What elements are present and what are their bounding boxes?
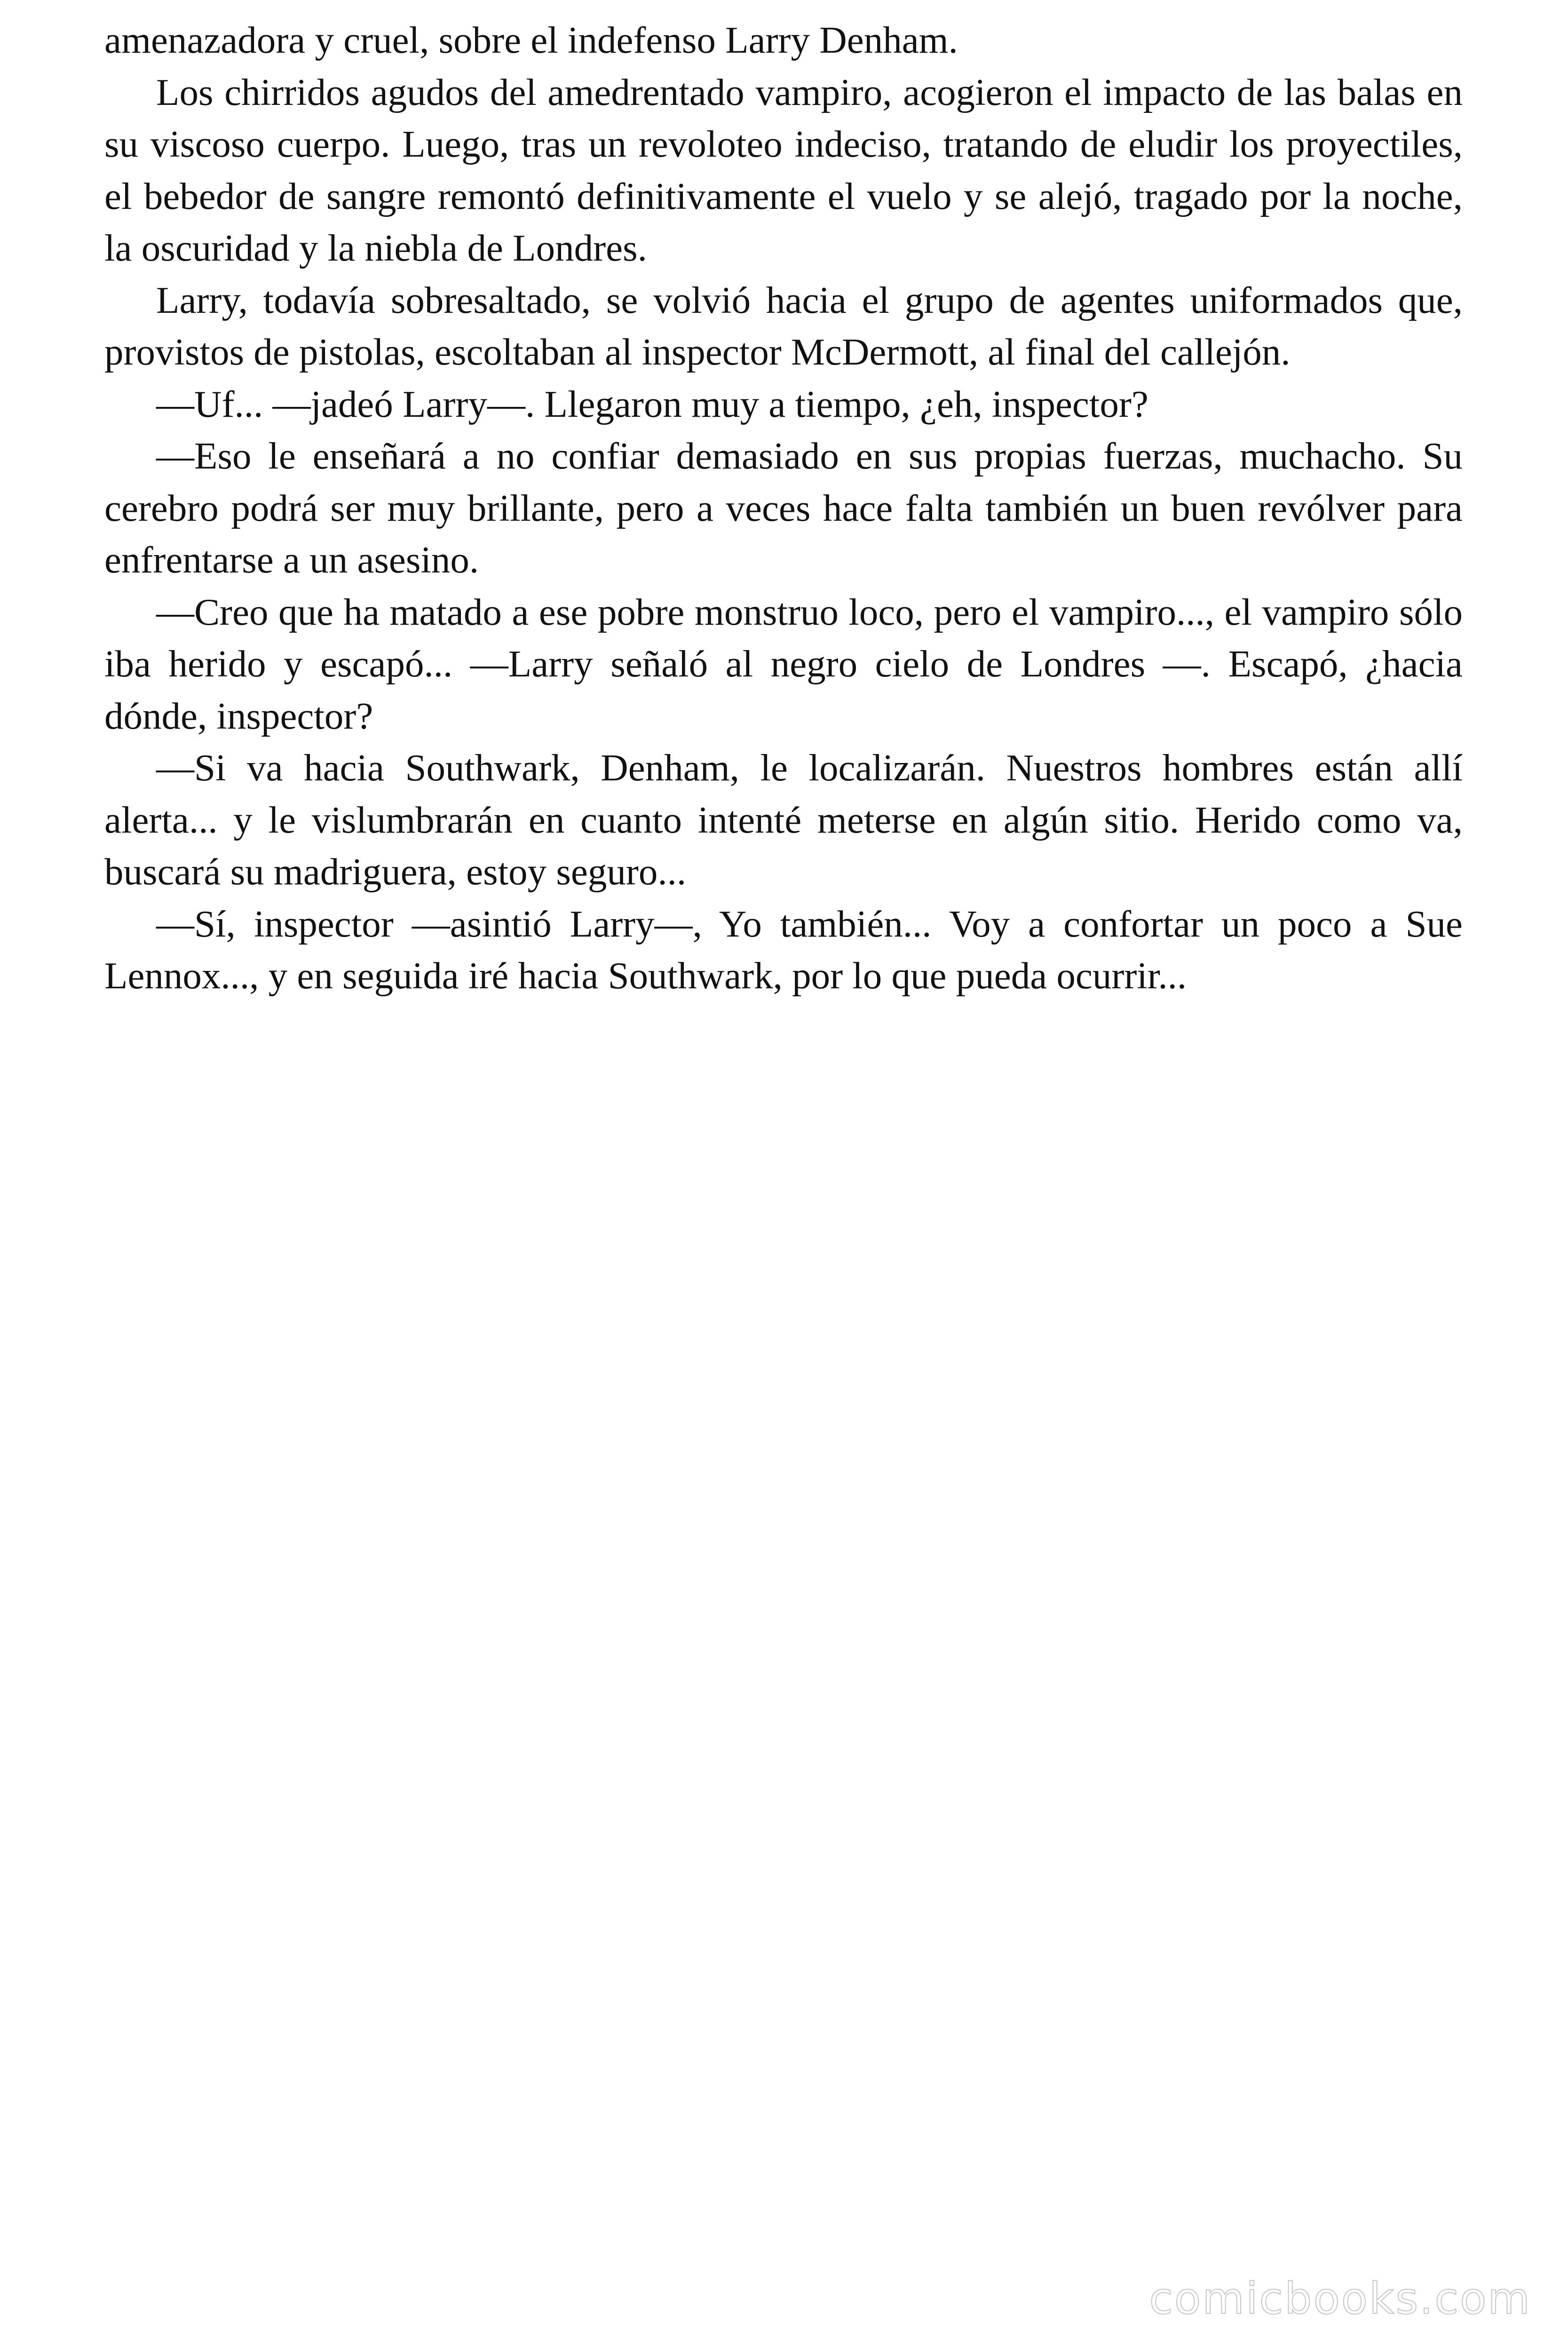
dialogue-paragraph: —Sí, inspector —asintió Larry—, Yo también... Voy a confortar un poco a Sue Lennox..., y en seguida iré hacia Southwark, por lo que pueda ocurrir... (104, 902, 1463, 997)
dialogue-paragraph: —Eso le enseñará a no confiar demasiado en sus propias fuerzas, muchacho. Su cerebro podrá ser muy brillante, pero a veces hace falta también un buen revólver para enfrentarse a un asesino. (104, 435, 1463, 581)
paragraph: Los chirridos agudos del amedrentado vampiro, acogieron el impacto de las balas en su viscoso cuerpo. Luego, tras un revoloteo indeciso, tratando de eludir los proyectiles, el bebedor de sangre remontó definitivamente el vuelo y se alejó, tragado por la noche, la oscuridad y la niebla de Londres. (104, 71, 1463, 269)
body-text (104, 14, 1463, 1002)
dialogue-paragraph: —Uf... —jadeó Larry—. Llegaron muy a tiempo, ¿eh, inspector? (156, 382, 1148, 425)
dialogue-paragraph: —Si va hacia Southwark, Denham, le localizarán. Nuestros hombres están allí alerta... y le vislumbrarán en cuanto intenté meterse en algún sitio. Herido como va, buscará su madriguera, estoy seguro... (104, 747, 1463, 893)
dialogue-paragraph: —Creo que ha matado a ese pobre monstruo loco, pero el vampiro..., el vampiro sólo iba herido y escapó... —Larry señaló al negro cielo de Londres —. Escapó, ¿hacia dónde, inspector? (104, 590, 1463, 737)
paragraph-continuation: amenazadora y cruel, sobre el indefenso Larry Denham. (104, 19, 958, 61)
watermark: comicbooks.com (1149, 2273, 1531, 2324)
paragraph: Larry, todavía sobresaltado, se volvió hacia el grupo de agentes uniformados que, provistos de pistolas, escoltaban al inspector McDermott, al final del callejón. (104, 278, 1463, 373)
